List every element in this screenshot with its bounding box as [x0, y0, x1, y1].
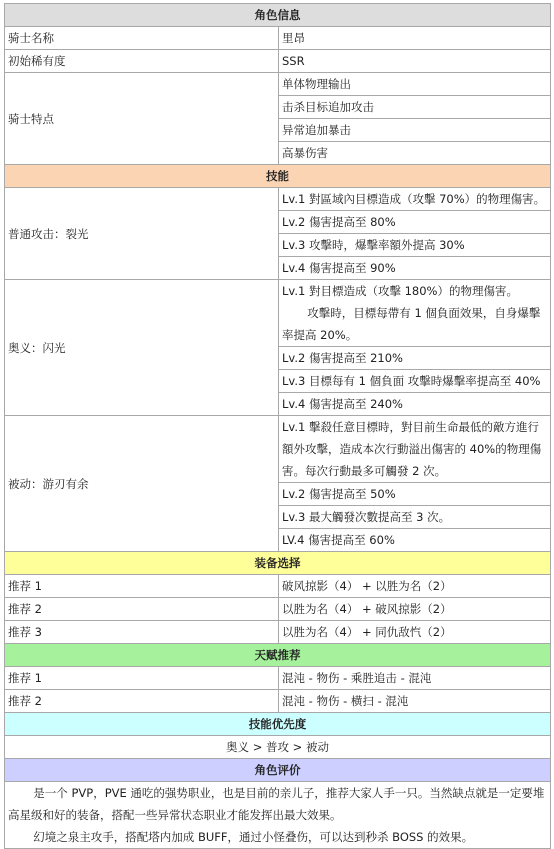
- talent-rec-value: 混沌 - 物伤 - 乘胜追击 - 混沌: [279, 667, 551, 690]
- ultimate-lv1-line1: Lv.1 對目標造成（攻擊 180%）的物理傷害。: [282, 284, 518, 298]
- skill-level: Lv.3 目標每有 1 個負面 攻擊時爆擊率提高至 40%: [279, 370, 551, 393]
- rarity-label: 初始稀有度: [5, 50, 279, 73]
- knight-name-label: 骑士名称: [5, 27, 279, 50]
- equip-rec-value: 以胜为名（4） + 破风掠影（2）: [279, 598, 551, 621]
- rarity-value: SSR: [279, 50, 551, 73]
- talent-rec-label: 推荐 1: [5, 667, 279, 690]
- evaluation-text: [5, 782, 551, 849]
- talent-rec-value: 混沌 - 物伤 - 横扫 - 混沌: [279, 690, 551, 713]
- evaluation-header: 角色评价: [5, 759, 551, 782]
- table-row: [5, 27, 551, 50]
- equipment-header: 装备选择: [5, 552, 551, 575]
- evaluation-paragraph: 是一个 PVP，PVE 通吃的强势职业，也是目前的亲儿子，推荐大家人手一只。当然缺点就是一定要堆高星级和好的装备，搭配一些异常状态职业才能发挥出最大效果。: [8, 786, 545, 822]
- skill-level: Lv.4 傷害提高至 240%: [279, 393, 551, 416]
- character-guide-table: [4, 3, 551, 849]
- trait-item: 高暴伤害: [279, 142, 551, 165]
- passive-label: 被动：游刃有余: [5, 416, 279, 552]
- table-row: [5, 73, 551, 96]
- skill-level: Lv.2 傷害提高至 210%: [279, 347, 551, 370]
- ultimate-label: 奥义：闪光: [5, 280, 279, 416]
- skill-level: [279, 280, 551, 347]
- knight-name-value: 里昂: [279, 27, 551, 50]
- equip-rec-label: 推荐 3: [5, 621, 279, 644]
- skill-priority-value: 奥义 > 普攻 > 被动: [5, 736, 551, 759]
- table-row: [5, 188, 551, 211]
- talent-rec-label: 推荐 2: [5, 690, 279, 713]
- table-row: [5, 416, 551, 483]
- trait-item: 单体物理输出: [279, 73, 551, 96]
- skill-level: Lv.1 擊殺任意目標時，對目前生命最低的敵方進行額外攻擊，造成本次行動溢出傷害的 40%的物理傷害。每次行動最多可觸發 2 次。: [279, 416, 551, 483]
- skill-priority-header: 技能优先度: [5, 713, 551, 736]
- normal-attack-label: 普通攻击：裂光: [5, 188, 279, 280]
- skill-level: Lv.4 傷害提高至 90%: [279, 257, 551, 280]
- equip-rec-value: 破风掠影（4） + 以胜为名（2）: [279, 575, 551, 598]
- table-row: [5, 782, 551, 849]
- table-row: [5, 50, 551, 73]
- evaluation-paragraph: 幻境之泉主攻手，搭配塔内加成 BUFF，通过小怪叠伤，可以达到秒杀 BOSS 的效果。: [33, 830, 474, 844]
- skill-level: LV.4 傷害提高至 60%: [279, 529, 551, 552]
- ultimate-lv1-line2: 攻擊時，目標每帶有 1 個負面效果，自身爆擊率提高 20%。: [282, 306, 541, 342]
- equip-rec-label: 推荐 1: [5, 575, 279, 598]
- equip-rec-label: 推荐 2: [5, 598, 279, 621]
- traits-label: 骑士特点: [5, 73, 279, 165]
- table-row: [5, 598, 551, 621]
- skill-level: Lv.2 傷害提高至 50%: [279, 483, 551, 506]
- table-row: [5, 280, 551, 347]
- skill-level: Lv.3 攻擊時，爆擊率額外提高 30%: [279, 234, 551, 257]
- skill-level: Lv.2 傷害提高至 80%: [279, 211, 551, 234]
- skill-level: Lv.1 對區域內目標造成（攻擊 70%）的物理傷害。: [279, 188, 551, 211]
- table-row: [5, 621, 551, 644]
- table-row: [5, 736, 551, 759]
- trait-item: 击杀目标追加攻击: [279, 96, 551, 119]
- skills-header: 技能: [5, 165, 551, 188]
- table-row: [5, 690, 551, 713]
- equip-rec-value: 以胜为名（4） + 同仇敌忾（2）: [279, 621, 551, 644]
- table-row: [5, 575, 551, 598]
- table-row: [5, 667, 551, 690]
- skill-level: Lv.3 最大觸發次數提高至 3 次。: [279, 506, 551, 529]
- talent-header: 天赋推荐: [5, 644, 551, 667]
- role-info-header: 角色信息: [5, 4, 551, 27]
- trait-item: 异常追加暴击: [279, 119, 551, 142]
